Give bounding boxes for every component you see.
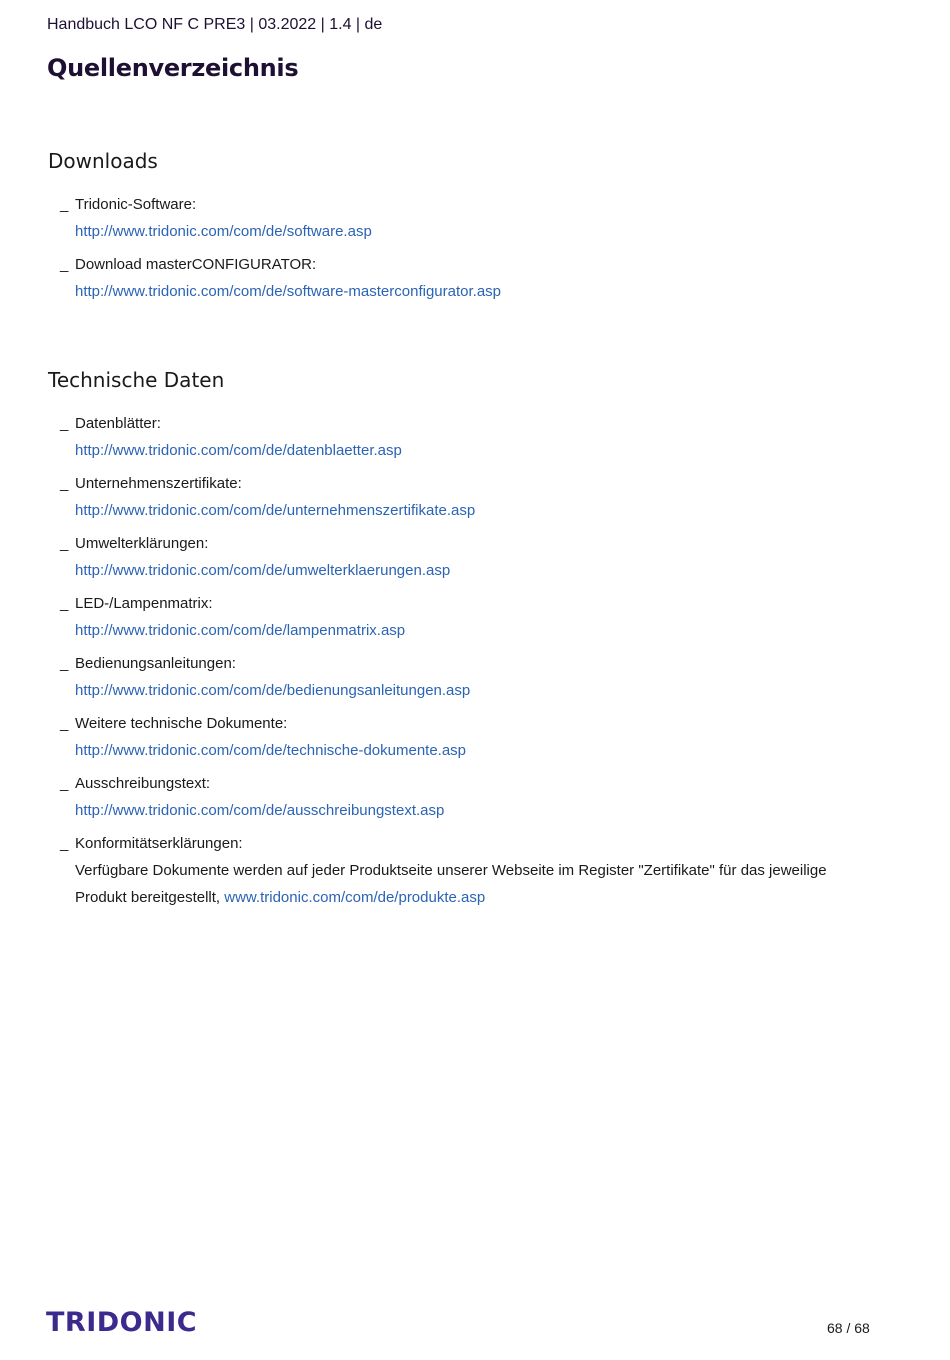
list-item bbox=[48, 191, 501, 245]
conformity-text: Verfügbare Dokumente werden auf jeder Produktseite unserer Webseite im Register "Zertifikate" für das jeweilige Produkt bereitgestellt, bbox=[75, 862, 827, 906]
item-label: LED-/Lampenmatrix: bbox=[75, 595, 213, 612]
bullet-marker: _ bbox=[60, 715, 69, 732]
bullet-marker: _ bbox=[60, 835, 69, 852]
page-number: 68 / 68 bbox=[827, 1320, 870, 1336]
datasheets-link[interactable]: http://www.tridonic.com/com/de/datenblaetter.asp bbox=[75, 442, 402, 459]
software-link[interactable]: http://www.tridonic.com/com/de/software.asp bbox=[75, 223, 372, 240]
item-label: Tridonic-Software: bbox=[75, 196, 197, 213]
bullet-marker: _ bbox=[60, 196, 69, 213]
technical-data-list bbox=[48, 410, 835, 911]
item-label: Konformitätserklärungen: bbox=[75, 835, 243, 852]
technical-data-heading: Technische Daten bbox=[48, 368, 225, 392]
operating-instructions-link[interactable]: http://www.tridonic.com/com/de/bedienungsanleitungen.asp bbox=[75, 682, 471, 699]
list-item bbox=[48, 530, 835, 584]
downloads-section bbox=[48, 149, 501, 311]
downloads-list bbox=[48, 191, 501, 305]
list-item bbox=[48, 470, 835, 524]
item-label: Umwelterklärungen: bbox=[75, 535, 209, 552]
item-label: Datenblätter: bbox=[75, 415, 161, 432]
bullet-marker: _ bbox=[60, 535, 69, 552]
products-link[interactable]: www.tridonic.com/com/de/produkte.asp bbox=[224, 889, 486, 906]
list-item bbox=[48, 650, 835, 704]
bullet-marker: _ bbox=[60, 415, 69, 432]
page-title: Quellenverzeichnis bbox=[47, 54, 299, 82]
item-label: Ausschreibungstext: bbox=[75, 775, 211, 792]
lamp-matrix-link[interactable]: http://www.tridonic.com/com/de/lampenmatrix.asp bbox=[75, 622, 406, 639]
list-item bbox=[48, 590, 835, 644]
bullet-marker: _ bbox=[60, 775, 69, 792]
bullet-marker: _ bbox=[60, 256, 69, 273]
bullet-marker: _ bbox=[60, 595, 69, 612]
environmental-declarations-link[interactable]: http://www.tridonic.com/com/de/umwelterklaerungen.asp bbox=[75, 562, 451, 579]
item-label: Weitere technische Dokumente: bbox=[75, 715, 288, 732]
downloads-heading: Downloads bbox=[48, 149, 158, 173]
list-item bbox=[48, 410, 835, 464]
tridonic-logo: TRIDONIC bbox=[46, 1307, 198, 1338]
conformity-description bbox=[75, 857, 835, 911]
bullet-marker: _ bbox=[60, 475, 69, 492]
item-label: Download masterCONFIGURATOR: bbox=[75, 256, 317, 273]
tender-text-link[interactable]: http://www.tridonic.com/com/de/ausschreibungstext.asp bbox=[75, 802, 445, 819]
list-item bbox=[48, 830, 835, 911]
company-certificates-link[interactable]: http://www.tridonic.com/com/de/unternehmenszertifikate.asp bbox=[75, 502, 476, 519]
item-label: Unternehmenszertifikate: bbox=[75, 475, 242, 492]
list-item bbox=[48, 710, 835, 764]
masterconfigurator-link[interactable]: http://www.tridonic.com/com/de/software-masterconfigurator.asp bbox=[75, 283, 502, 300]
technical-documents-link[interactable]: http://www.tridonic.com/com/de/technische-dokumente.asp bbox=[75, 742, 467, 759]
running-header: Handbuch LCO NF C PRE3 | 03.2022 | 1.4 | de bbox=[47, 16, 383, 33]
list-item bbox=[48, 251, 501, 305]
technical-data-section bbox=[48, 368, 835, 917]
bullet-marker: _ bbox=[60, 655, 69, 672]
item-label: Bedienungsanleitungen: bbox=[75, 655, 236, 672]
list-item bbox=[48, 770, 835, 824]
